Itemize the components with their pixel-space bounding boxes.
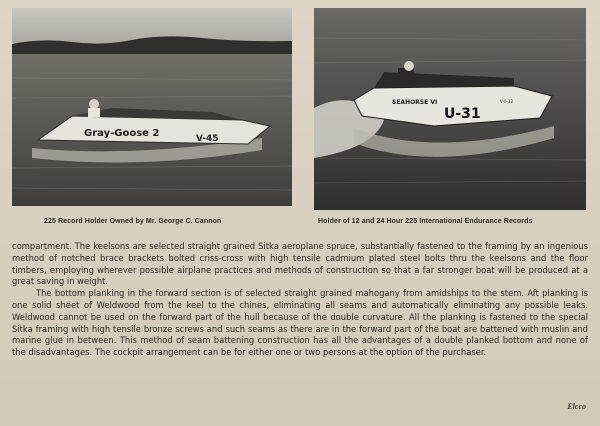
article-paragraph-2: The bottom planking in the forward section is of selected straight grained mahogany from amidships to the stem. Aft planking is one solid sheet of Weldwood from the keel to the chines, eliminating all seams and automatically eliminating any possible leaks. Weldwood cannot be used on the forward part of the hull because of the double curvature. All the planking is fastened to the special Sitka framing with high tensile bronze screws and such seams as there are in the forward part of the boat are battened with muslin and marine glue in between. This method of seam battening construction has all the advantages of a double planked bottom and none of the disadvantages. The cockpit arrangement can be for either one or two persons at the option of the purchaser. xyxy=(12,288,588,358)
boat-name-text: SEAHORSE VI xyxy=(392,99,438,106)
bow-number-text: U-31 xyxy=(444,106,481,122)
racing-boat-photo-right xyxy=(314,8,586,210)
article-paragraph-1: compartment. The keelsons are selected straight grained Sitka aeroplane spruce, substantially fastened to the framing by an ingenious method of notched brace brackets bolted criss-cross with high tensile cadmium plated steel bolts thru the keelsons and the floor timbers, employing wherever possible airplane practices and methods of construction so that a far stronger boat will be produced at a great saving in weight. xyxy=(12,241,588,287)
caption-left: 225 Record Holder Owned by Mr. George C. Cannon xyxy=(44,218,222,225)
small-marking-text: V-0-32 xyxy=(500,99,514,104)
article-body xyxy=(12,241,588,359)
hull-number-text: V-45 xyxy=(196,134,219,144)
footer-signature: Elcco xyxy=(567,402,586,411)
caption-right: Holder of 12 and 24 Hour 225 International Endurance Records xyxy=(318,218,533,225)
racing-boat-photo-left xyxy=(12,8,292,206)
photo-seahorse-boat xyxy=(314,8,586,210)
hull-name-text: Gray-Goose 2 xyxy=(84,128,160,139)
photo-gray-goose-boat xyxy=(12,8,292,206)
